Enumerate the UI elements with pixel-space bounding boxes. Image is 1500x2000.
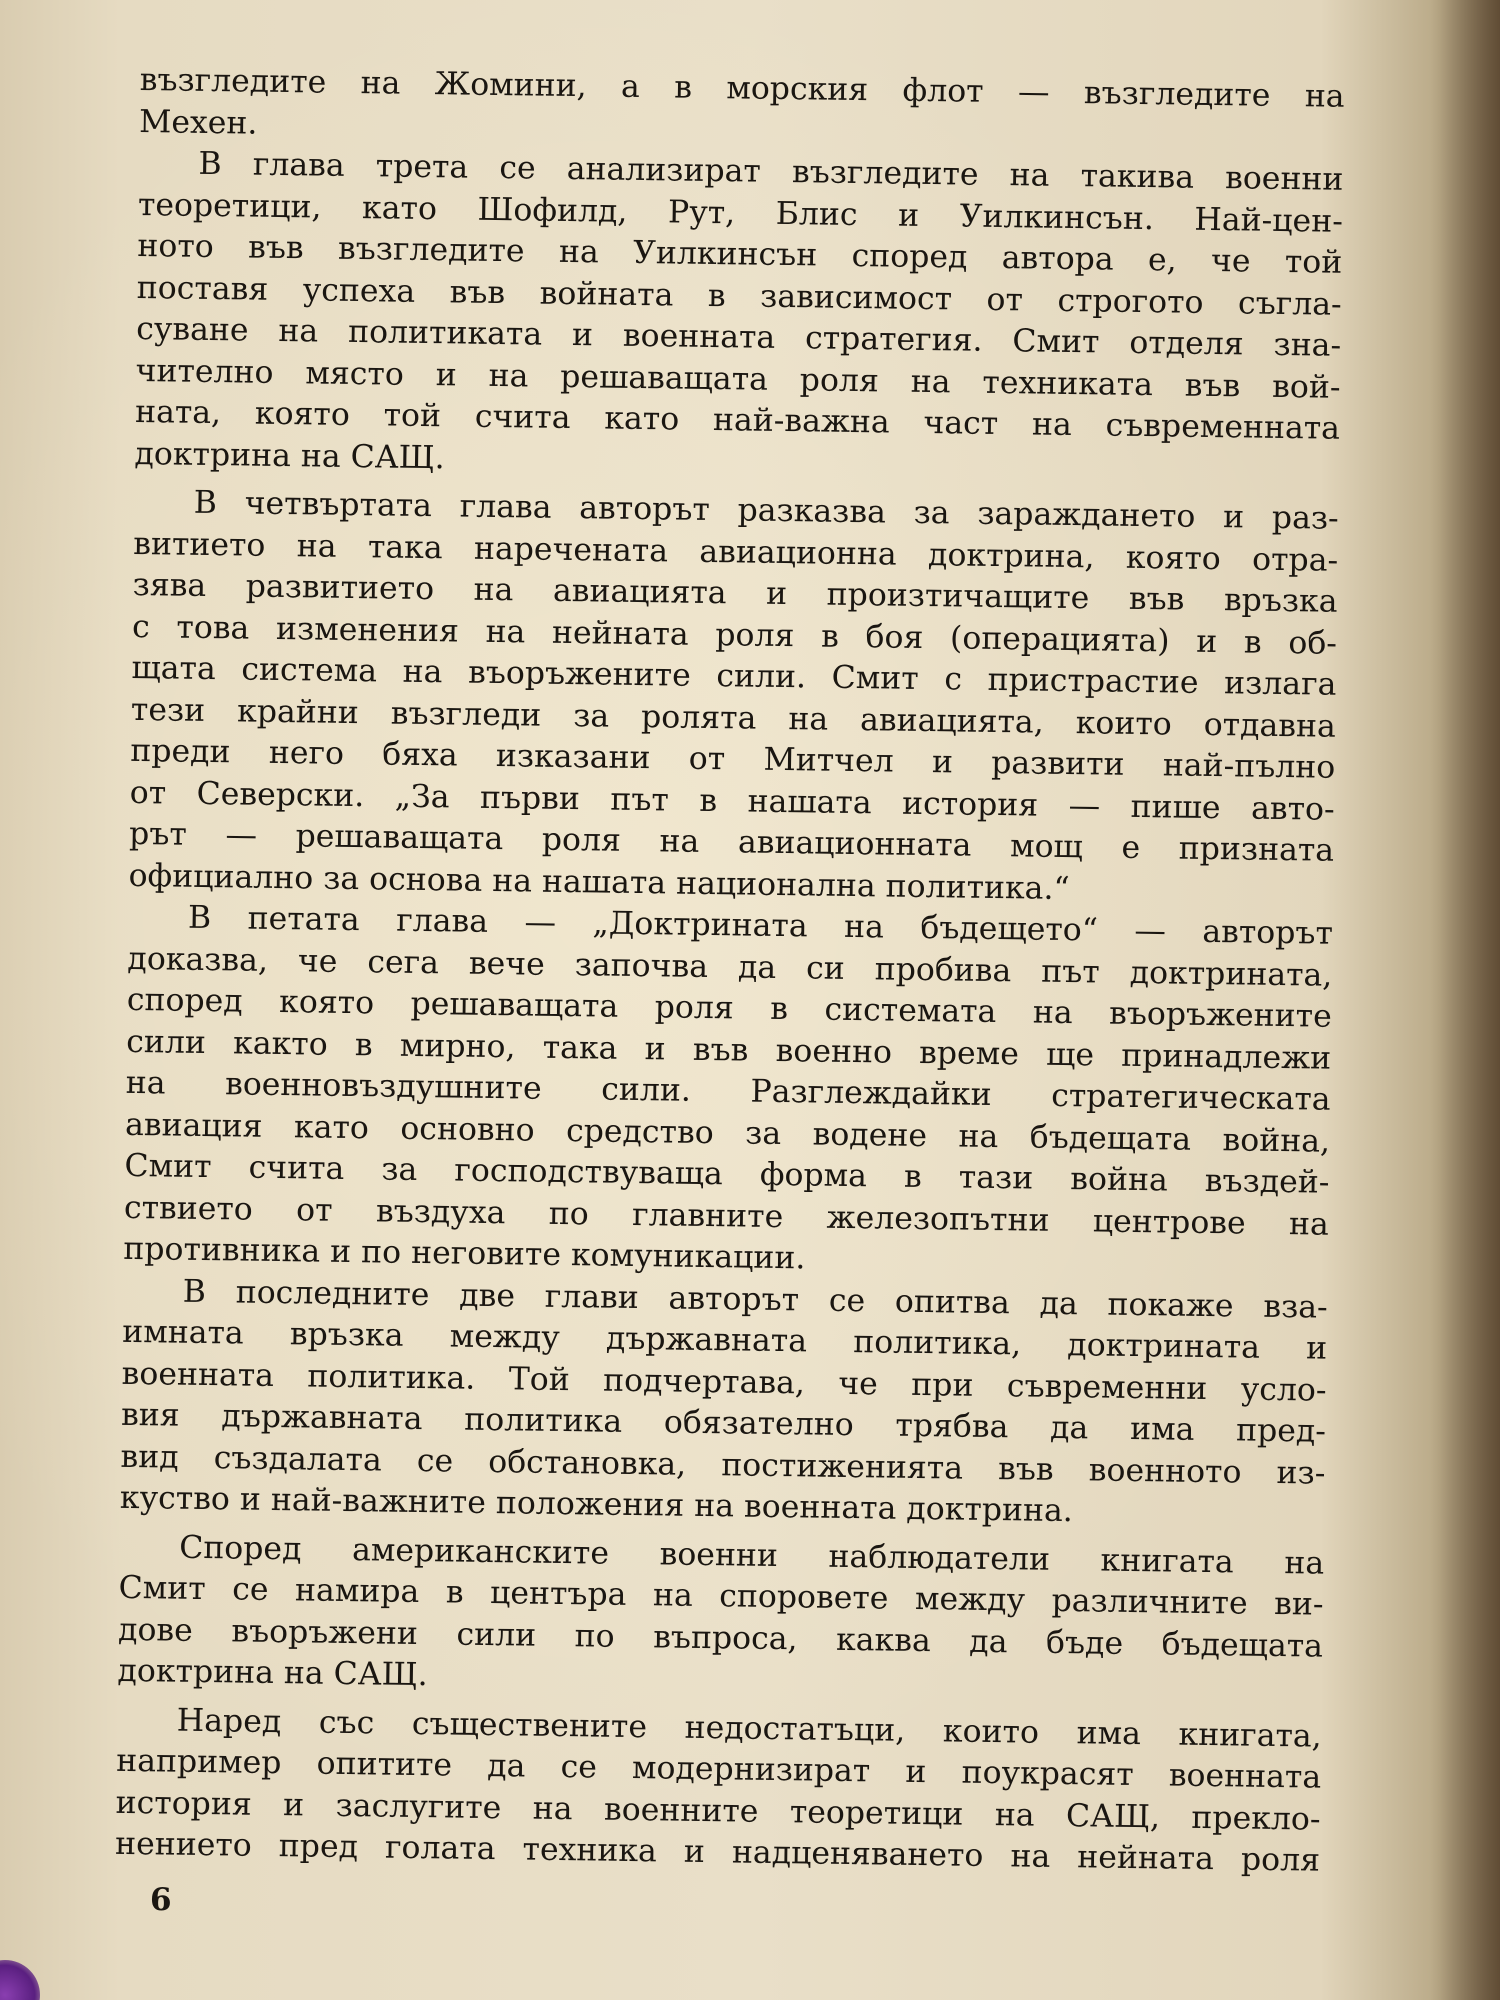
text-line: официално за основа на нашата национална политика.“ [128, 857, 1070, 907]
text-line: противника и по неговите комуникации. [123, 1230, 806, 1277]
text-line: ствието от въздуха по главните железопътни центрове на [123, 1189, 1330, 1243]
text-line: суване на политиката и военната стратегия. Смит отделя зна- [135, 310, 1342, 364]
paragraph-2 [134, 143, 1344, 492]
text-line: на военновъздушните сили. Разглеждайки стратегическата [125, 1064, 1331, 1118]
text-line: преди него бяха изказани от Митчел и развити най-пълно [130, 732, 1336, 786]
text-line: В четвъртата глава авторът разказва за зараждането и раз- [193, 484, 1339, 537]
text-line: история и заслугите на военните теоретици на САЩ, прекло- [115, 1784, 1321, 1838]
text-line: вия държавната политика обязателно трябва да има пред- [120, 1396, 1327, 1450]
text-line: В последните две глави авторът се опитва да покаже вза- [182, 1273, 1328, 1326]
text-line: сили както в мирно, така и във военно време ще принадлежи [126, 1023, 1332, 1077]
text-line: Мехен. [138, 103, 258, 142]
text-line: ното във възгледите на Уилкинсън според автора е, че той [137, 227, 1343, 281]
text-line: военната политика. Той подчертава, че при съвременни усло- [121, 1355, 1327, 1409]
text-line: рът — решаващата роля на авиационната мощ е призната [128, 815, 1335, 869]
text-line: с това изменения на нейната роля в боя (операцията) и в об- [131, 608, 1338, 662]
text-line: нението пред голата техника и надценяването на нейната роля [114, 1825, 1321, 1879]
text-line: тези крайни възгледи за ролята на авиацията, които отдавна [130, 691, 1337, 745]
text-line: зява развитието на авиацията и произтичащите във връзка [132, 566, 1338, 620]
text-line: чително място и на решаващата роля на техниката във вой- [135, 352, 1341, 406]
paragraph-3 [128, 482, 1339, 914]
text-line: В глава трета се анализират възгледите на такива военни [198, 145, 1344, 198]
text-line: доктрина на САЩ. [117, 1652, 428, 1694]
text-line: щата система на въоръжените сили. Смит с пристрастие излага [131, 649, 1337, 703]
text-line: ната, която той счита като най-важна част на съвременната [134, 393, 1341, 447]
text-line: дове въоръжени сили по въпроса, каква да бъде бъдещата [117, 1611, 1324, 1665]
paragraph-7 [115, 1699, 1322, 1882]
text-line: например опитите да се модернизират и поукрасят военната [115, 1742, 1322, 1796]
text-line: имната връзка между държавната политика, доктрината и [121, 1313, 1328, 1367]
text-line: според която решаващата роля в системата на въоръжените [126, 981, 1333, 1035]
text-line: витието на така наречената авиационна доктрина, която отра- [132, 525, 1339, 579]
corner-stain [0, 1960, 40, 2000]
paragraph-4 [123, 897, 1333, 1287]
text-line: възгледите на Жомини, а в морския флот — възгледите на [139, 61, 1345, 115]
text-line: Смит счита за господствуваща форма в тази война въздей- [124, 1147, 1330, 1201]
text-line: куство и най-важните положения на военната доктрина. [119, 1479, 1074, 1530]
text-line: от Северски. „За първи път в нашата история — пише авто- [129, 774, 1335, 828]
text-line: доказва, че сега вече започва да си пробива път доктрината, [127, 940, 1333, 994]
text-line: вид създалата се обстановка, постиженията във военното из- [120, 1438, 1326, 1492]
paragraph-5 [120, 1270, 1328, 1536]
text-line: Наред със съществените недостатъци, които има книгата, [176, 1702, 1322, 1755]
text-line: В петата глава — „Доктрината на бъдещето“ — авторът [187, 899, 1334, 952]
text-line: Смит се намира в центъра на споровете между различните ви- [118, 1569, 1324, 1623]
body-text [115, 60, 1345, 1882]
text-line: теоретици, като Шофилд, Рут, Блис и Уилкинсън. Най-цен- [137, 186, 1344, 240]
paragraph-6 [117, 1526, 1324, 1709]
text-line: Според американските военни наблюдатели книгата на [178, 1529, 1325, 1582]
text-line: доктрина на САЩ. [134, 435, 445, 476]
text-line: поставя успеха във войната в зависимост от строгото съгла- [136, 269, 1342, 323]
page-number: 6 [150, 1882, 172, 1918]
text-line: авиация като основно средство за водене на бъдещата война, [124, 1106, 1331, 1160]
